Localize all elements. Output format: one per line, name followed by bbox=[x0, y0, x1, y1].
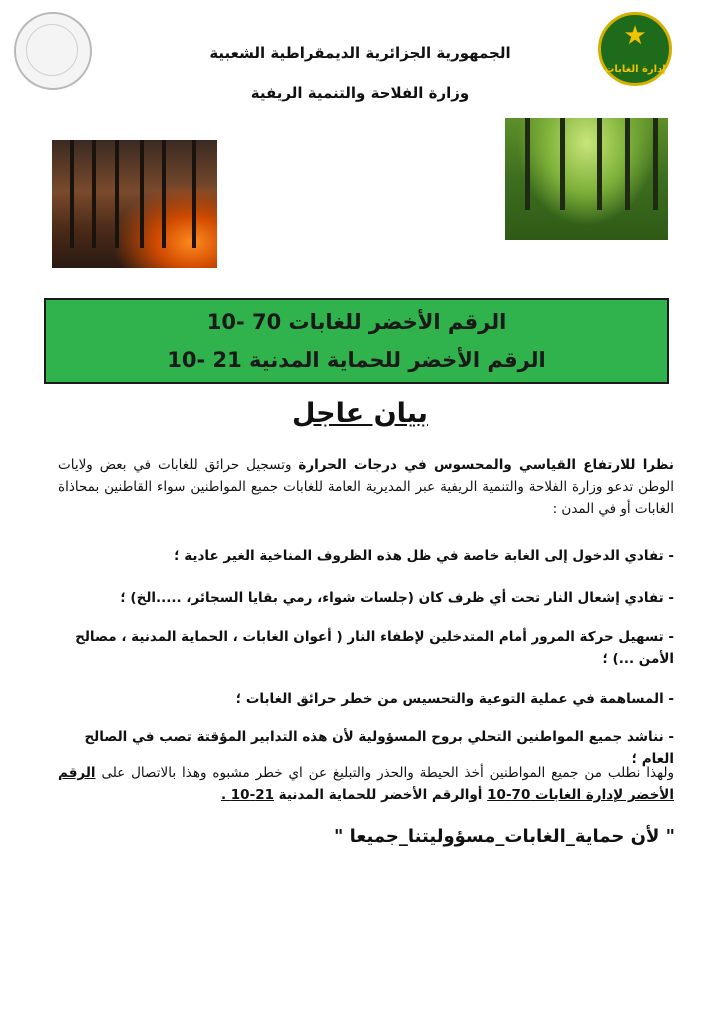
hotline-numbers-box bbox=[44, 298, 669, 384]
list-item: - نناشد جميع المواطنين التحلي بروح المسؤولية لأن هذه التدابير المؤقتة تصب في الصالح العام ؛ bbox=[84, 729, 674, 767]
list-item: - تفادي الدخول إلى الغابة خاصة في ظل هذه الظروف المناخية الغير عادية ؛ bbox=[174, 548, 674, 564]
civil-protection-hotline: الرقم الأخضر للحماية المدنية 21 -10 bbox=[167, 348, 546, 372]
forest-number-link: الرقم الأخضر لإدارة الغابات 70-10 bbox=[58, 765, 674, 803]
green-forest-photo bbox=[505, 118, 668, 240]
forest-administration-logo: ★ إدارة الغابات bbox=[598, 12, 672, 86]
ministry-title: وزارة الفلاحة والتنمية الريفية bbox=[250, 84, 470, 102]
intro-rest: وتسجيل حرائق للغابات في بعض ولايات الوطن تدعو وزارة الفلاحة والتنمية الريفية عبر المديرية العامة للغابات جميع المواطنين سواء القاطنين بمحاذاة الغابات أو في المدن : bbox=[58, 457, 674, 517]
urgent-statement-title: بيان عاجل bbox=[292, 398, 428, 429]
closing-connector: أوالرقم الأخضر للحماية المدنية bbox=[273, 787, 488, 803]
forest-hotline: الرقم الأخضر للغابات 70 -10 bbox=[206, 310, 507, 334]
forest-fire-photo bbox=[52, 140, 217, 268]
slogan: " لأن حماية_الغابات_مسؤوليتنا_جميعا " bbox=[333, 826, 675, 847]
list-item: - تسهيل حركة المرور أمام المتدخلين لإطفاء النار ( أعوان الغابات ، الحماية المدنية ، مصالح الأمن ...) ؛ bbox=[75, 629, 674, 667]
civil-number-link: 21-10 . bbox=[220, 787, 274, 803]
intro-paragraph bbox=[58, 454, 674, 520]
closing-text: ولهذا نطلب من جميع المواطنين أخذ الحيطة والحذر والتبليغ عن اي خطر مشبوه وهذا بالاتصال على bbox=[95, 765, 674, 781]
logo-text: إدارة الغابات bbox=[604, 64, 666, 75]
ministry-seal-logo bbox=[14, 12, 92, 90]
closing-paragraph bbox=[58, 762, 674, 806]
republic-title: الجمهورية الجزائرية الديمقراطية الشعبية bbox=[209, 44, 511, 62]
intro-bold: نظرا للارتفاع القياسي والمحسوس في درجات الحرارة bbox=[298, 457, 674, 473]
list-item: - المساهمة في عملية التوعية والتحسيس من خطر حرائق الغابات ؛ bbox=[235, 691, 674, 707]
list-item: - تفادي إشعال النار تحت أي ظرف كان (جلسات شواء، رمي بقايا السجائر، .....الخ) ؛ bbox=[120, 590, 674, 606]
